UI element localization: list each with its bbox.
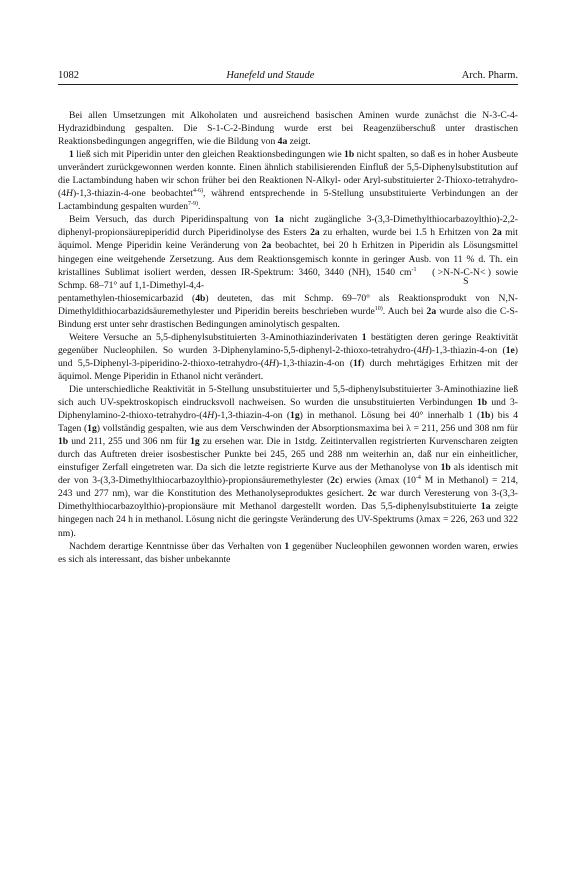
running-authors: Hanefeld und Staude [226,70,315,81]
paragraph-6: Nachdem derartige Kenntnisse über das Verhalten von 1 gegenüber Nucleophilen gewonnen worden waren, erwies es sich als interessant, das bisher unbekannte [58,540,518,565]
page-number: 1082 [58,70,79,81]
article-body [58,109,518,566]
paragraph-2: 1 ließ sich mit Piperidin unter den gleichen Reaktionsbedingungen wie 1b nicht spalten, so daß es in hoher Ausbeute unverändert zurückgewonnen werden konnte. Einen ähnlich stabilisierenden Einfluß der 5,5-Diphenylsubstitution auf die Lactambindung haben wir schon früher bei den Reaktionen N-Alkyl- oder Aryl-substituierter 2-Thioxo-tetrahydro-(4H)-1,3-thiazin-4-one beobachtet$^{4-6)}$, während entsprechende in 5-Stellung unsubstituierte Verbindungen an der Lactambindung gespalten wurden$^{7-9)}$. [58,149,519,213]
paragraph-5: Die unterschiedliche Reaktivität in 5-Stellung unsubstituierter und 5,5-diphenylsubstituierter 3-Aminothiazine ließ sich auch UV-spektroskopisch eindrucksvoll nachweisen. So wurden die unsubstituierten Verbindungen 1b und 3-Diphenylamino-2-thioxo-tetrahydro-(4H)-1,3-thiazin-4-on (1g) in methanol. Lösung bei 40° innerhalb 1 (1b) bis 4 Tagen (1g) vollständig gespalten, wie aus dem Verschwinden der Absorptionsmaxima bei λ = 211, 256 und 308 nm für 1b und 211, 255 und 306 nm für 1g zu ersehen war. Die in 1stdg. Zeitintervallen registrierten Kurvenscharen zeigten durch das Auftreten dreier isosbestischer Punkte bei 245, 265 und 288 nm weiterhin an, daß nur ein einheitlicher, einstufiger Zerfall eingetreten war. Da sich die letzte registrierte Kurve aus der Methanolyse von 1b als identisch mit der von 3-(3,3-Dimethylthiocarbazoylthio)-propionsäuremethylester (2c) erwies (λmax ($10^{-4}$ M in Methanol) = 214, 243 und 277 nm), war die Konstitution des Methanolyseproduktes gesichert. 2c war durch Veresterung von 3-(3,3-Dimethylthiocarbazoylthio)-propionsäure mit Methanol dargestellt worden. Das 5,5-diphenylsubstituierte 1a zeigte hingegen nach 24 h in methanol. Lösung nicht die geringste Veränderung des UV-Spektrums (λmax = 226, 263 und 322 nm). [58,383,519,539]
journal-name: Arch. Pharm. [461,70,518,81]
running-header [58,70,518,85]
paragraph-4: Weitere Versuche an 5,5-diphenylsubstituierten 3-Aminothiazinderivaten 1 bestätigten deren geringe Reaktivität gegenüber Nucleophilen. So wurden 3-Diphenylamino-5,5-diphenyl-2-thioxo-tetrahydro-(4H)-1,3-thiazin-4-on (1e) und 5,5-Diphenyl-3-piperidino-2-thioxo-tetrahydro-(4H)-1,3-thiazin-4-on (1f) durch mehrtägiges Erhitzen mit der äquimol. Menge Piperidin in Ethanol nicht verändert. [58,331,519,382]
page [58,70,518,566]
paragraph-1: Bei allen Umsetzungen mit Alkoholaten und ausreichend basischen Aminen wurde zunächst die N-3-C-4-Hydrazidbindung gespalten. Die S-1-C-2-Bindung wurde erst bei Reagenzüberschuß unter drastischen Reaktionsbedingungen angegriffen, wie die Bildung von 4a zeigt. [58,110,518,148]
structural-formula: ( >N-N-C-N< ) S [432,266,491,287]
paragraph-3: Beim Versuch, das durch Piperidinspaltung von 1a nicht zugängliche 3-(3,3-Dimethylthiocarbazoylthio)-2,2-diphenyl-propionsäurepiperidid durch Piperidinolyse des Esters 2a zu erhalten, wurde bei 1.5 h Erhitzen von 2a mit äquimol. Menge Piperidin keine Veränderung von 2a beobachtet, bei 20 h Erhitzen in Piperidin als Lösungsmittel hingegen eine weitgehende Zersetzung. Aus dem Reaktionsgemisch konnte in geringer Ausb. von 11 % d. Th. ein kristallines Sublimat isoliert werden, dessen IR-Spektrum: 3460, 3440 (NH), 1540 $cm^{-1}$ ( >N-N-C-N< ) S sowie Schmp. 68–71° auf 1,1-Dimethyl-4,4- pentamethylen-thiosemicarbazid (4b) deuteten, das mit Schmp. 69–70° als Reaktionsprodukt von N,N-Dimethyldithiocarbazidsäuremethylester und Piperidin bereits beschrieben wurde$^{10)}$. Auch bei 2a wurde also die C-S-Bindung erst unter sehr drastischen Bedingungen aminolytisch gespalten. [58,214,519,330]
